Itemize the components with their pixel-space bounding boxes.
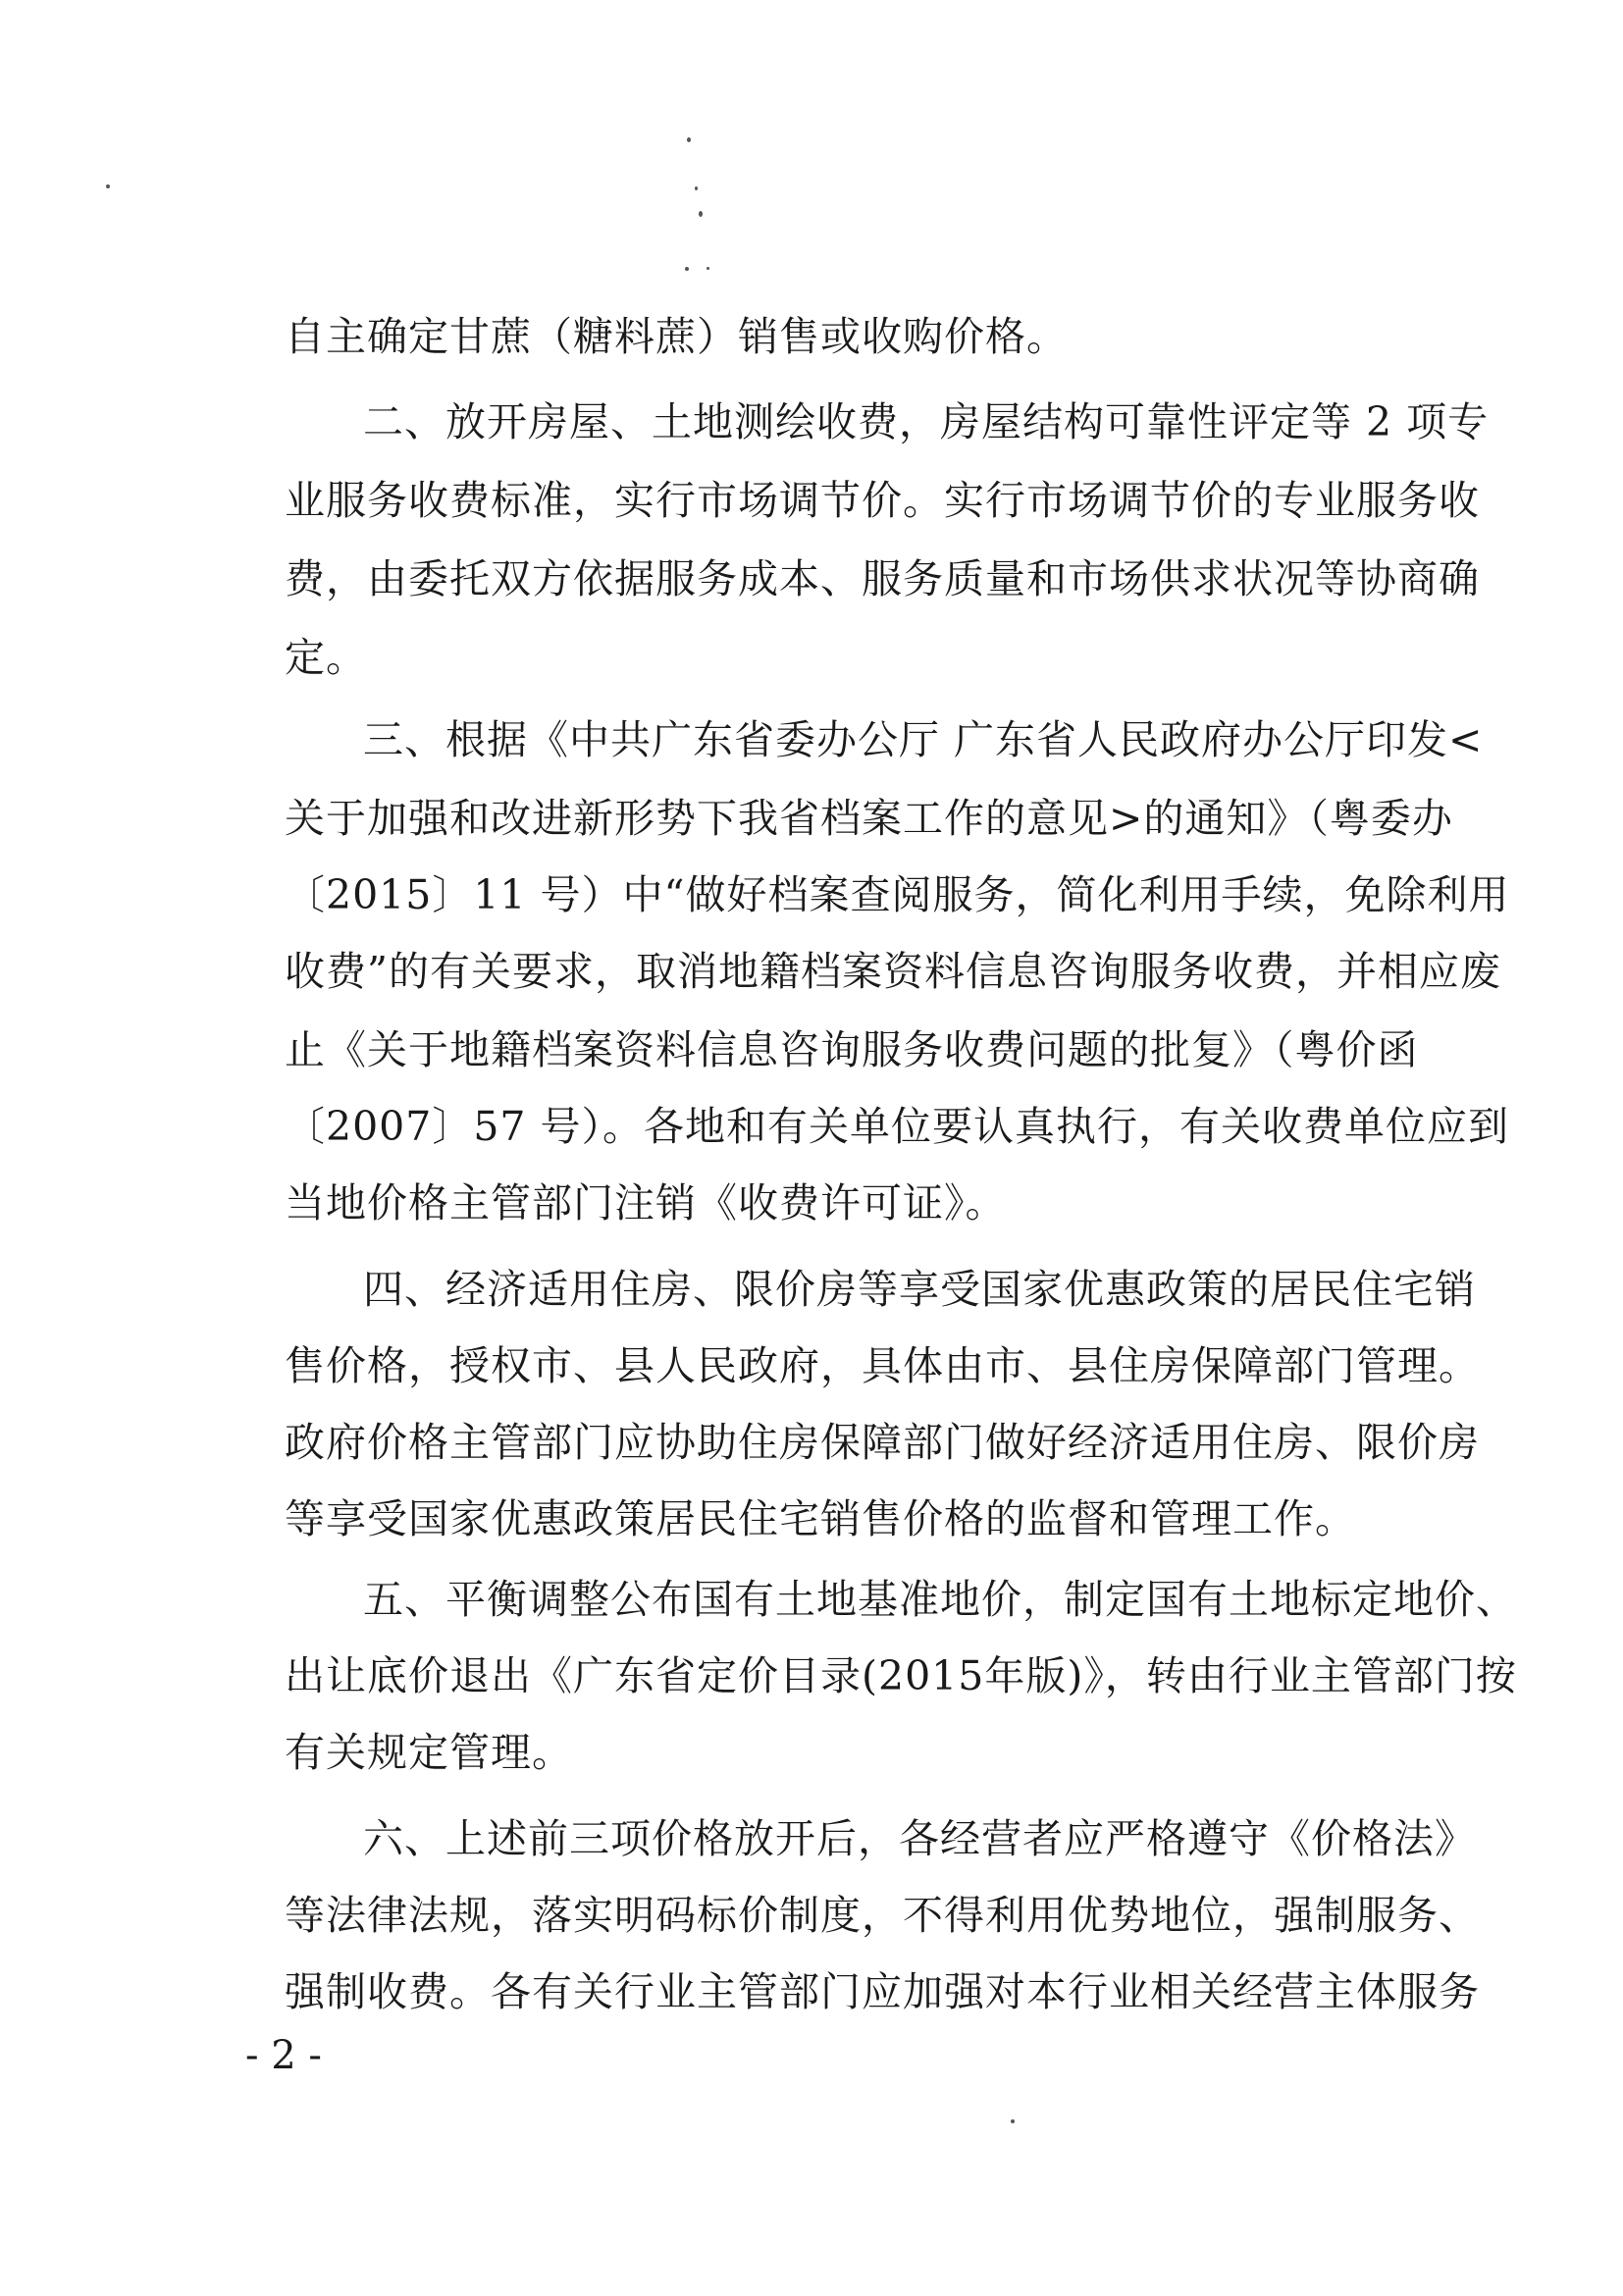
scan-speck xyxy=(707,267,709,270)
text-line: 〔2015〕11 号）中“做好档案查阅服务，简化利用手续，免除利用 xyxy=(285,871,1510,918)
text-line: 定。 xyxy=(285,634,367,681)
text-line: 二、放开房屋、土地测绘收费，房屋结构可靠性评定等 2 项专 xyxy=(363,398,1490,445)
text-line: 收费”的有关要求，取消地籍档案资料信息咨询服务收费，并相应废 xyxy=(285,948,1501,995)
scan-speck xyxy=(695,186,698,190)
text-line: 四、经济适用住房、限价房等享受国家优惠政策的居民住宅销 xyxy=(363,1266,1476,1313)
scan-speck xyxy=(1011,2119,1015,2123)
text-line: 费，由委托双方依据服务成本、服务质量和市场供求状况等协商确 xyxy=(285,555,1480,602)
text-line: 业服务收费标准，实行市场调节价。实行市场调节价的专业服务收 xyxy=(285,477,1480,524)
text-line: 出让底价退出《广东省定价目录(2015年版)》，转由行业主管部门按 xyxy=(285,1652,1517,1699)
text-line: 有关规定管理。 xyxy=(285,1729,573,1776)
text-line: 六、上述前三项价格放开后，各经营者应严格遵守《价格法》 xyxy=(363,1815,1476,1862)
text-line: 关于加强和改进新形势下我省档案工作的意见>的通知》（粤委办 xyxy=(285,795,1453,842)
text-line: 售价格，授权市、县人民政府，具体由市、县住房保障部门管理。 xyxy=(285,1342,1480,1389)
text-line: 自主确定甘蔗（糖料蔗）销售或收购价格。 xyxy=(285,313,1068,360)
scan-speck xyxy=(106,184,110,188)
text-line: 三、根据《中共广东省委办公厅 广东省人民政府办公厅印发< xyxy=(363,716,1484,763)
text-line: 等法律法规，落实明码标价制度，不得利用优势地位，强制服务、 xyxy=(285,1892,1480,1939)
page-number: - 2 - xyxy=(245,2033,322,2078)
text-line: 〔2007〕57 号）。各地和有关单位要认真执行，有关收费单位应到 xyxy=(285,1103,1510,1150)
scan-speck xyxy=(687,137,691,142)
text-line: 止《关于地籍档案资料信息咨询服务收费问题的批复》（粤价函 xyxy=(285,1026,1419,1073)
text-line: 当地价格主管部门注销《收费许可证》。 xyxy=(285,1179,1007,1226)
text-line: 等享受国家优惠政策居民住宅销售价格的监督和管理工作。 xyxy=(285,1495,1356,1542)
text-line: 强制收费。各有关行业主管部门应加强对本行业相关经营主体服务 xyxy=(285,1968,1480,2015)
scan-speck xyxy=(685,267,689,271)
text-line: 政府价格主管部门应协助住房保障部门做好经济适用住房、限价房 xyxy=(285,1419,1480,1466)
scan-speck xyxy=(699,211,703,217)
text-line: 五、平衡调整公布国有土地基准地价，制定国有土地标定地价、 xyxy=(363,1576,1517,1623)
